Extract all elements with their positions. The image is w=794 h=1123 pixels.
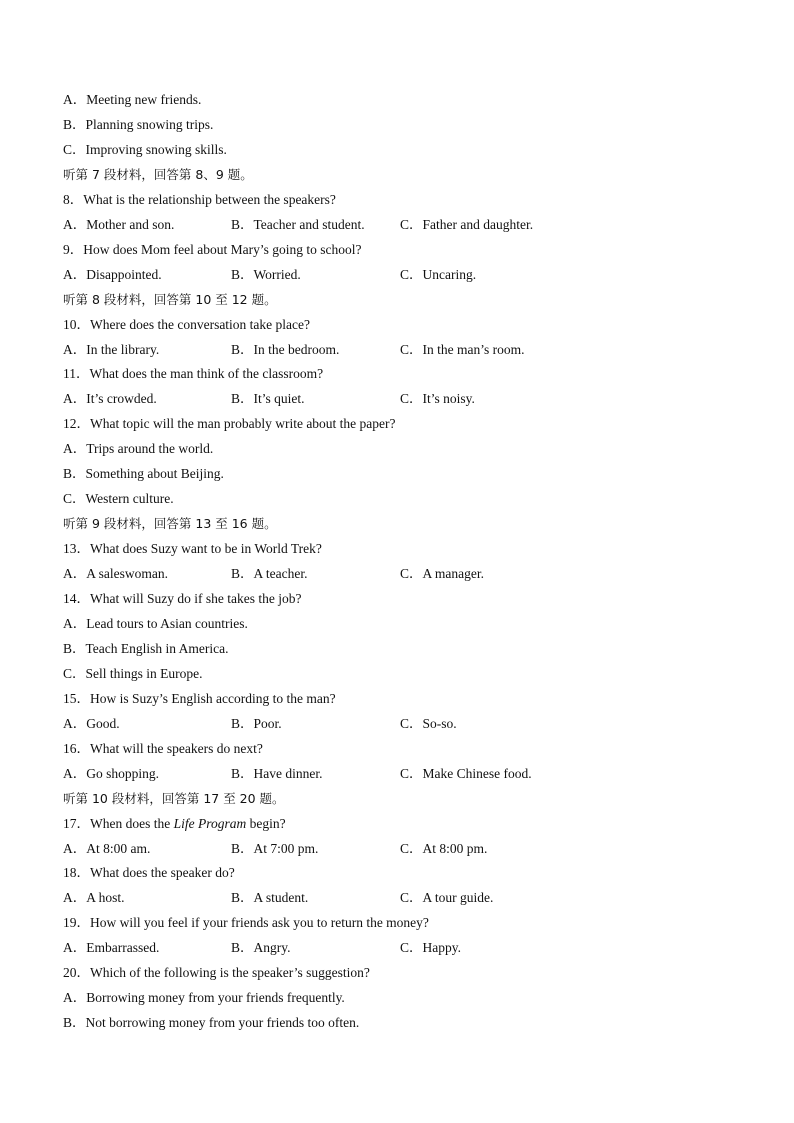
option-b: B．A student. [231,890,309,906]
option-line: A．Borrowing money from your friends frequently. [63,990,345,1006]
option-c: C．It’s noisy. [400,391,475,407]
option-c: C．A tour guide. [400,890,494,906]
option-a: A．Embarrassed. [63,940,160,956]
option-b: B．Worried. [231,266,301,282]
option-a: A．A saleswoman. [63,566,168,581]
option-a: A．Disappointed. [63,266,162,282]
question-line: 19．How will you feel if your friends ask you to return the money? [63,915,429,931]
question-line: 11．What does the man think of the classroom? [63,366,324,382]
option-b: B．Teacher and student. [231,216,365,232]
question-line: 8．What is the relationship between the speakers? [63,191,336,207]
option-c: C．In the man’s room. [400,341,525,357]
option-b: B．Angry. [231,940,291,956]
option-a: A．Mother and son. [63,216,175,232]
question-line: 20．Which of the following is the speaker’s suggestion? [63,965,370,981]
option-line: B．Not borrowing money from your friends too often. [63,1015,360,1031]
option-c: C．Uncaring. [400,266,477,282]
question-line: 12．What topic will the man probably write about the paper? [63,416,396,432]
question-line: 18．What does the speaker do? [63,865,235,881]
section-instruction: 听第 10 段材料，回答第 17 至 20 题。 [63,790,285,806]
option-c: C．Make Chinese food. [400,765,532,781]
option-line: C．Western culture. [63,491,174,507]
option-b: B．At 7:00 pm. [231,840,319,856]
section-instruction: 听第 7 段材料，回答第 8、9 题。 [63,166,253,182]
option-line: C．Improving snowing skills. [63,141,227,157]
option-b: B．Poor. [231,715,282,731]
option-line: B．Teach English in America. [63,640,229,656]
option-a: A．Good. [63,715,120,731]
option-line: B．Something about Beijing. [63,466,224,482]
option-line: A．Meeting new friends. [63,92,202,107]
option-a: A．Go shopping. [63,765,160,781]
option-line: A．Lead tours to Asian countries. [63,615,248,631]
question-line: 16．What will the speakers do next? [63,740,263,756]
option-b: B．In the bedroom. [231,341,340,357]
option-a: A．It’s crowded. [63,391,157,407]
program-title: Life Program [173,815,247,831]
option-line: C．Sell things in Europe. [63,665,203,681]
section-instruction: 听第 9 段材料，回答第 13 至 16 题。 [63,516,277,532]
option-c: C．A manager. [400,566,484,581]
option-line: B．Planning snowing trips. [63,117,214,132]
option-a: A．In the library. [63,341,160,357]
option-a: A．A host. [63,890,125,906]
question-text: begin? [246,815,286,831]
section-instruction: 听第 8 段材料，回答第 10 至 12 题。 [63,291,277,307]
option-b: B．Have dinner. [231,765,323,781]
option-a: A．At 8:00 am. [63,840,151,856]
option-c: C．So-so. [400,715,457,731]
option-b: B．A teacher. [231,566,308,581]
question-line: 14．What will Suzy do if she takes the job? [63,591,302,606]
option-c: C．Happy. [400,940,461,956]
option-c: C．Father and daughter. [400,216,534,232]
option-c: C．At 8:00 pm. [400,840,488,856]
option-line: A．Trips around the world. [63,441,214,457]
question-line [63,814,286,834]
question-line: 10．Where does the conversation take place? [63,316,311,332]
question-line: 13．What does Suzy want to be in World Trek? [63,541,322,557]
question-line: 15．How is Suzy’s English according to the man? [63,690,336,706]
option-b: B．It’s quiet. [231,391,305,407]
question-text: 17．When does the [63,815,174,831]
question-line: 9．How does Mom feel about Mary’s going to school? [63,241,362,257]
